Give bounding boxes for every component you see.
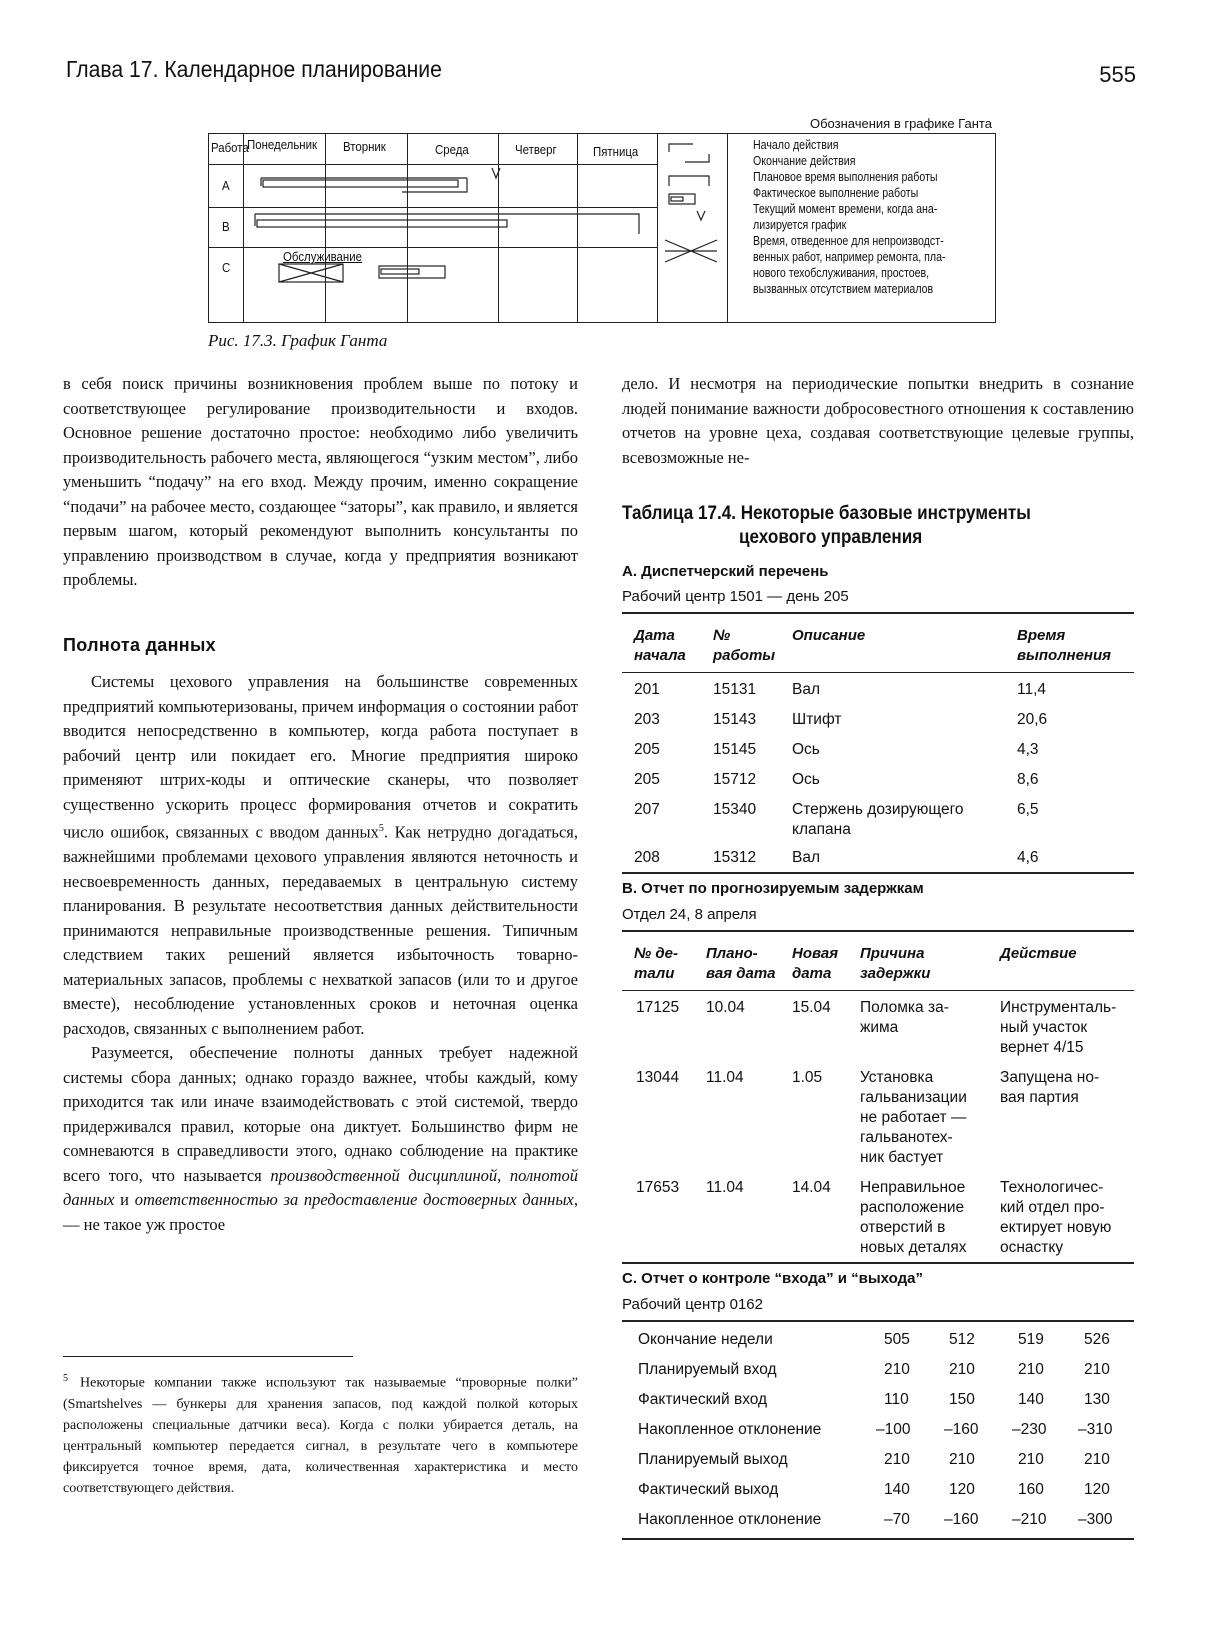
table-cell: 210 xyxy=(1084,1361,1110,1378)
legend-end: Окончание действия xyxy=(753,154,856,168)
table-cell: Неправильное расположение отверстий в новых деталях xyxy=(860,1179,967,1256)
table-cell: –310 xyxy=(1078,1421,1113,1438)
row-b: B xyxy=(222,219,230,234)
table-cell: Запущена но- вая партия xyxy=(1000,1069,1100,1106)
col-work: Работа xyxy=(211,140,249,155)
current-time-marker xyxy=(492,168,500,178)
table-cell: 4,6 xyxy=(1017,849,1039,866)
table-cell: 15143 xyxy=(713,711,757,728)
row-c-planned-bar xyxy=(379,266,445,278)
b-head-planned: Плано- вая дата xyxy=(706,945,776,982)
table-cell: –160 xyxy=(944,1511,979,1528)
legend-actual: Фактическое выполнение работы xyxy=(753,186,919,200)
section-b-title: B. Отчет по прогнозируемым задержкам xyxy=(622,880,924,897)
table-cell: Технологичес- кий отдел про- ектирует новую оснастку xyxy=(1000,1179,1112,1256)
section-c-title: C. Отчет о контроле “входа” и “выхода” xyxy=(622,1270,923,1287)
col-monday: Понедельник xyxy=(247,137,318,152)
legend-start: Начало действия xyxy=(753,138,839,152)
table-cell: 15312 xyxy=(713,849,757,866)
legend-downtime-3: нового техобслуживания, простоев, xyxy=(753,266,930,280)
table-cell: 210 xyxy=(1018,1361,1044,1378)
a-head-job: № работы xyxy=(713,627,776,664)
section-b-subtitle: Отдел 24, 8 апреля xyxy=(622,906,757,923)
col-friday: Пятница xyxy=(593,144,639,159)
table-cell: Планируемый выход xyxy=(638,1451,788,1468)
table-cell: 10.04 xyxy=(706,999,745,1016)
right-paragraph-1 xyxy=(622,372,1134,470)
current-time-symbol xyxy=(697,211,705,220)
table-cell: Накопленное отклонение xyxy=(638,1421,822,1438)
a-head-desc: Описание xyxy=(792,627,866,644)
table-cell: 140 xyxy=(1018,1391,1044,1408)
table-title: Таблица 17.4. Некоторые базовые инструменты цехового управления xyxy=(622,503,1031,548)
section-c-subtitle: Рабочий центр 0162 xyxy=(622,1296,763,1313)
table-cell: Ось xyxy=(792,741,820,758)
page-number: 555 xyxy=(1099,62,1136,87)
b-head-part: № де- тали xyxy=(634,945,678,982)
b-head-reason: Причина задержки xyxy=(860,945,931,982)
table-cell: 15.04 xyxy=(792,999,831,1016)
table-cell: Фактический вход xyxy=(638,1391,768,1408)
table-cell: 203 xyxy=(634,711,660,728)
table-cell: 201 xyxy=(634,681,660,698)
table-cell: 140 xyxy=(884,1481,910,1498)
table-cell: 14.04 xyxy=(792,1179,831,1196)
footnote: $^5$ Некоторые компании также используют так называемые “проворные полки” (Smartshelves — бункеры для хранения запасов, под каждой полкой которых расположены специальные датчики веса). Когда с полки убирается деталь, на центральный компьютер передается сигнал, в результате чего в компьютере фиксируется точное время, дата, количественная характеристика и место соответствующего действия. xyxy=(63,1373,578,1496)
legend-downtime-1: Время, отведенное для непроизводст- xyxy=(753,234,944,248)
table-cell: 110 xyxy=(884,1391,909,1408)
table-cell: Ось xyxy=(792,771,820,788)
table-cell: 210 xyxy=(949,1451,975,1468)
table-cell: 17125 xyxy=(636,999,680,1016)
row-a-actual-bar xyxy=(263,180,458,187)
maintenance-label: Обслуживание xyxy=(283,249,362,264)
table-cell: 17653 xyxy=(636,1179,680,1196)
table-cell: 205 xyxy=(634,741,660,758)
table-cell: 120 xyxy=(949,1481,975,1498)
table-cell: 120 xyxy=(1084,1481,1110,1498)
table-cell: –100 xyxy=(876,1421,911,1438)
legend-current-1: Текущий момент времени, когда ана- xyxy=(753,202,938,216)
table-cell: Установка гальванизации не работает — гальванотех- ник бастует xyxy=(860,1069,967,1166)
row-a: A xyxy=(222,178,230,193)
legend-downtime-4: вызванных отсутствием материалов xyxy=(753,282,934,296)
table-cell: 1.05 xyxy=(792,1069,823,1086)
paragraph-text: дело. И несмотря на периодические попытки внедрить в сознание людей понимание важности добросовестного отношения к составлению отчетов на уровне цеха, создавая соответствующие целевые группы, всевозможные не- xyxy=(622,374,1134,467)
table-cell: 4,3 xyxy=(1017,741,1039,758)
table-cell: 205 xyxy=(634,771,660,788)
table-cell: 130 xyxy=(1084,1391,1110,1408)
table-cell: 210 xyxy=(884,1361,910,1378)
table-cell: Вал xyxy=(792,849,821,866)
table-cell: 15340 xyxy=(713,801,757,818)
table-cell: –230 xyxy=(1012,1421,1047,1438)
table-cell: 210 xyxy=(1018,1451,1044,1468)
section-a-subtitle: Рабочий центр 1501 — день 205 xyxy=(622,588,849,605)
table-cell: 13044 xyxy=(636,1069,680,1086)
table-cell: 519 xyxy=(1018,1331,1044,1348)
left-paragraph-1 xyxy=(63,372,578,593)
col-thursday: Четверг xyxy=(515,142,557,157)
table-cell: 210 xyxy=(949,1361,975,1378)
col-tuesday: Вторник xyxy=(343,139,386,154)
start-symbol xyxy=(669,144,693,152)
table-cell: 15131 xyxy=(713,681,757,698)
table-cell: Окончание недели xyxy=(638,1331,773,1348)
paragraph-2: Системы цехового управления на большинстве современных предприятий компьютеризованы, причем информация о состоянии работ вводится непосредственно в компьютер, когда работа поступает в рабочий центр или покидает его. Многие предприятия широко применяют штрих-коды и оптические сканеры, что позволяет существенно ускорить процесс формирования отчетов и сократить число ошибок, связанных с вводом данных$^5$. Как нетрудно догадаться, важнейшими проблемами цехового управления являются неточность и несвоевременность данных, передаваемых в центральную систему планирования. В результате несоответствия данных действительности принимаются неправильные производственные решения. Типичным следствием таких решений является избыточность товарно-материальных запасов, проблемы с нехваткой запасов (или то и другое вместе), несоблюдение установленных сроков и неточная оценка расходов, связанных с выполнением работ. xyxy=(63,672,578,1038)
a-head-time: Время выполнения xyxy=(1017,627,1111,664)
table-cell: 208 xyxy=(634,849,660,866)
legend-downtime-2: венных работ, например ремонта, пла- xyxy=(753,250,946,264)
table-cell: 526 xyxy=(1084,1331,1110,1348)
table-cell: Штифт xyxy=(792,711,842,728)
table-cell: 150 xyxy=(949,1391,975,1408)
col-wednesday: Среда xyxy=(435,142,469,157)
table-cell: 210 xyxy=(1084,1451,1110,1468)
left-paragraphs xyxy=(63,670,578,1237)
table-cell: 11.04 xyxy=(706,1179,744,1196)
figure-caption: Рис. 17.3. График Ганта xyxy=(208,331,388,350)
table-cell: Накопленное отклонение xyxy=(638,1511,822,1528)
gantt-legend-title: Обозначения в графике Ганта xyxy=(810,116,992,131)
planned-symbol xyxy=(669,176,709,186)
row-b-actual-bar xyxy=(257,220,507,227)
gantt-chart xyxy=(208,133,996,323)
table-cell: Фактический выход xyxy=(638,1481,779,1498)
table-cell: 207 xyxy=(634,801,660,818)
table-cell: –300 xyxy=(1078,1511,1113,1528)
actual-symbol xyxy=(669,194,695,204)
table-cell: Вал xyxy=(792,681,821,698)
table-cell: 512 xyxy=(949,1331,975,1348)
table-cell: 6,5 xyxy=(1017,801,1039,818)
table-cell: Стержень дозирующего клапана xyxy=(792,801,964,838)
footnote-ref: 5 xyxy=(378,823,384,834)
table-cell: 15712 xyxy=(713,771,757,788)
legend-current-2: лизируется график xyxy=(753,218,847,232)
section-a-title: A. Диспетчерский перечень xyxy=(622,563,829,580)
table-cell: –210 xyxy=(1012,1511,1047,1528)
row-c: C xyxy=(222,260,231,275)
table-cell: –160 xyxy=(944,1421,979,1438)
table-cell: 15145 xyxy=(713,741,757,758)
a-head-date: Дата начала xyxy=(634,627,686,664)
table-cell: Инструменталь- ный участок вернет 4/15 xyxy=(1000,999,1117,1056)
footnote-divider xyxy=(63,1356,353,1357)
paragraph-3: Разумеется, обеспечение полноты данных требует надежной системы сбора данных; однако гораздо важнее, чтобы каждый, кому приходится так или иначе взаимодействовать с этой системой, твердо придерживался правил, которые она диктует. Большинство фирм не сомневаются в справедливости этого, однако соблюдение на практике всего того, что называется производственной дисциплиной, полнотой данных и ответственностью за предоставление достоверных данных, — не такое уж простое xyxy=(63,1043,578,1234)
end-symbol xyxy=(685,154,709,162)
b-head-new: Новая дата xyxy=(792,945,839,982)
chapter-title: Глава 17. Календарное планирование xyxy=(66,56,442,82)
table-cell: 11.04 xyxy=(706,1069,744,1086)
table-cell: 210 xyxy=(884,1451,910,1468)
table-cell: 505 xyxy=(884,1331,910,1348)
table-cell: 11,4 xyxy=(1017,681,1047,698)
section-heading: Полнота данных xyxy=(63,635,216,655)
table-cell: –70 xyxy=(884,1511,910,1528)
table-cell: 8,6 xyxy=(1017,771,1039,788)
b-head-action: Действие xyxy=(1000,945,1077,962)
table-cell: 160 xyxy=(1018,1481,1044,1498)
table-cell: Поломка за- жима xyxy=(860,999,949,1036)
table-cell: 20,6 xyxy=(1017,711,1048,728)
legend-planned: Плановое время выполнения работы xyxy=(753,170,938,184)
row-b-planned-bar xyxy=(255,214,639,234)
table-cell: Планируемый вход xyxy=(638,1361,777,1378)
paragraph-text: в себя поиск причины возникновения проблем выше по потоку и соответствующее регулирование производительности и входов. Основное решение достаточно простое: необходимо либо увеличить производительность рабочего места, являющегося “узким местом”, либо уменьшить “подачу” на его вход. Между прочим, именно сокращение “подачи” на рабочее место, создающее “заторы”, как правило, и является первым шагом, который рекомендуют выполнить консультанты по управлению производством в случае, когда у предприятия возникают проблемы. xyxy=(63,374,578,589)
